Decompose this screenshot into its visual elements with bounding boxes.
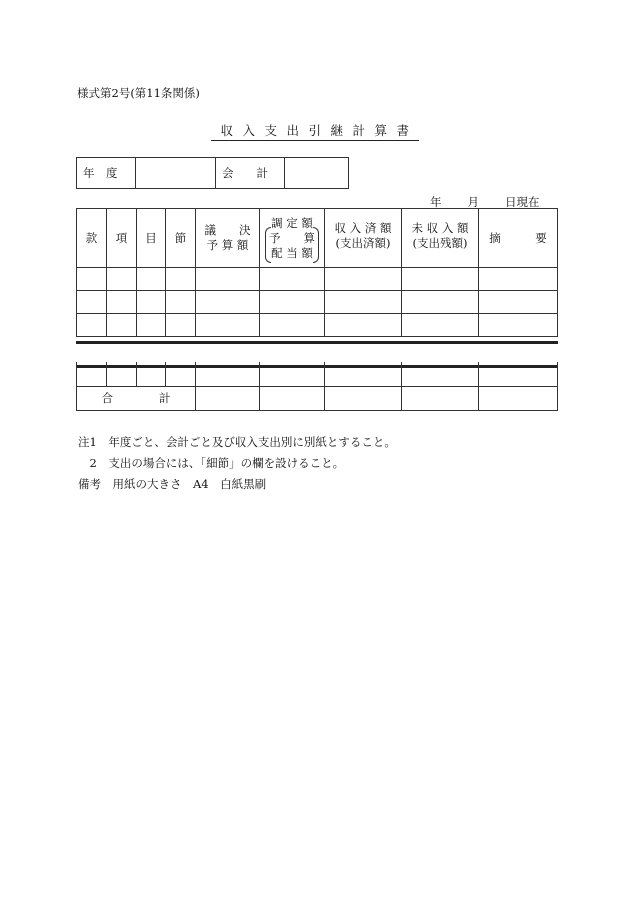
header-kou: 項 [107,209,137,268]
table-row [77,268,558,291]
note-2: 2 支出の場合には、「細節」の欄を設けること。 [78,456,345,470]
document-title: 収入支出引継計算書 [211,123,418,141]
date-year: 年 [430,195,442,209]
table-header-row [77,209,558,268]
main-table [76,208,558,337]
total-row [77,386,558,410]
year-account-box [76,157,349,189]
header-kan: 款 [77,209,107,268]
header-moku: 目 [137,209,166,268]
notes [78,432,396,495]
header-chotei-line1: 調 定 額 [271,215,313,230]
form-number-label: 様式第2号(第11条関係) [77,86,200,100]
table-row [77,314,558,337]
account-label: 会 計 [216,158,285,189]
header-shunyu-line1: 収 入 済 額 [334,221,392,235]
header-shunyu [325,209,402,268]
remarks: 備考 用紙の大きさ A4 白紙黒刷 [78,477,267,491]
header-chotei [260,209,325,268]
header-shunyu-line2: (支出済額) [335,236,391,250]
header-chotei-line2: 予 算 [269,230,315,245]
year-label: 年 度 [77,158,136,189]
header-giketsu [196,209,260,268]
total-label: 合 計 [77,386,196,410]
date-day: 日現在 [505,195,540,209]
right-bracket [313,227,319,263]
date-month: 月 [467,195,479,209]
left-bracket [265,227,271,263]
header-mishu-line1: 未 収 入 額 [411,221,469,235]
year-value-cell [136,158,216,189]
table-row [77,362,558,386]
header-tekiyo: 摘 要 [479,209,558,268]
document-title-wrapper [0,120,630,141]
table-row [77,291,558,314]
header-giketsu-line1: 議 決 [204,223,251,237]
header-setsu: 節 [166,209,196,268]
header-giketsu-line2: 予 算 額 [206,238,249,252]
header-chotei-line3: 配 当 額 [271,245,313,260]
note-1: 注1 年度ごと、会計ごと及び収入支出別に別紙とすること。 [78,435,396,449]
bottom-table [76,362,558,411]
header-mishu [402,209,479,268]
header-mishu-line2: (支出残額) [412,236,468,250]
account-value-cell [285,158,349,189]
